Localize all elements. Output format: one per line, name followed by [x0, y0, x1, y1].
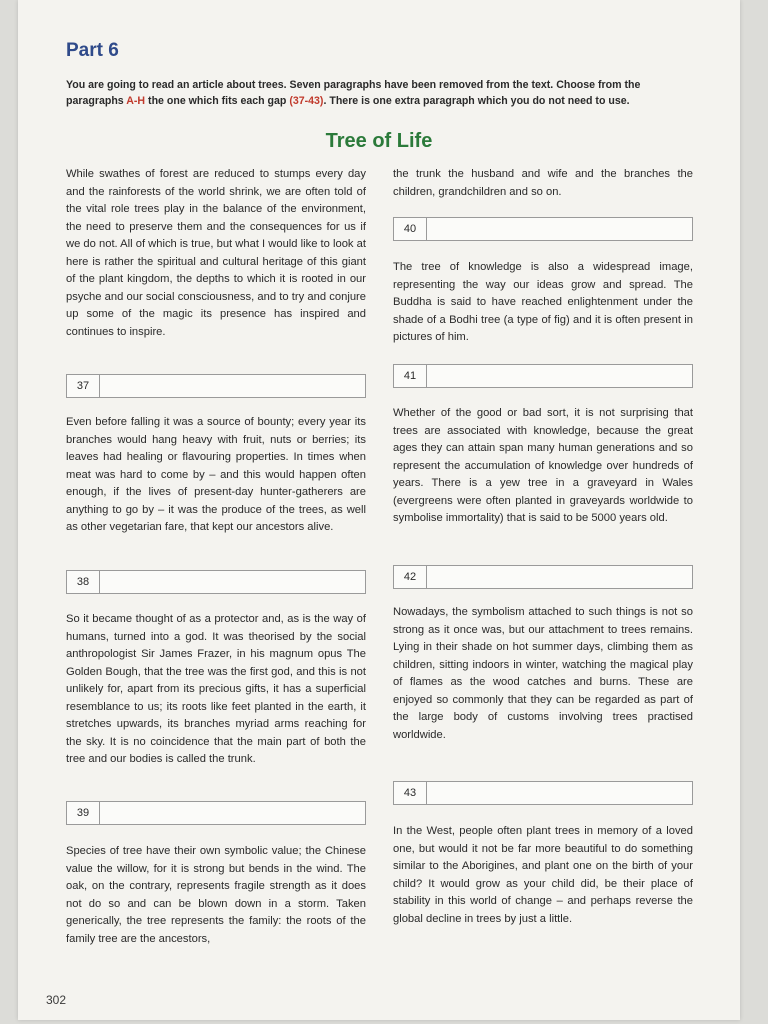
gap-number: 38	[67, 571, 100, 593]
paragraph-text: While swathes of forest are reduced to stumps every day and the rainforests of the world shrink, we are often told of the vital role trees play in the balance of the environment, the need to preserve them and the consequences for us if we do not. All of which is true, but what I would like to look at here is rather the spiritual and cultural heritage of this giant of the plant kingdom, the depths to which it is rooted in our psyche and our social consciousness, and to try and conjure up some of the magic its presence has inspired and continues to inspire.	[66, 168, 366, 338]
gap-number: 41	[394, 365, 427, 387]
paragraph-intro	[66, 166, 366, 341]
gap-box-37[interactable]	[66, 374, 366, 398]
page-number: 302	[46, 993, 67, 1007]
gap-number: 39	[67, 802, 100, 824]
part-title: Part 6	[66, 40, 119, 61]
paragraph-knowledge	[393, 259, 693, 347]
instructions-text-a: You are going to read an article about trees. Seven paragraphs have been removed from the text. Choose from the paragraphs	[66, 79, 641, 107]
paragraph-text: Nowadays, the symbolism attached to such things is not so strong as it once was, but our attachment to trees remains. Lying in their shade on hot summer days, climbing them as children, sitting indoors in winter, watching the magical play of flames as the wood catches and burns. These are enjoyed so commonly that they can be regarded as part of the large body of customs involving trees practised worldwide.	[393, 606, 693, 741]
instructions-text-c: . There is one extra paragraph which you do not need to use.	[323, 95, 630, 107]
paragraph-bounty	[66, 414, 366, 537]
paragraph-text: the trunk the husband and wife and the branches the children, grandchildren and so on.	[393, 168, 693, 198]
gap-box-38[interactable]	[66, 570, 366, 594]
gap-box-42[interactable]	[393, 565, 693, 589]
paragraph-nowadays	[393, 604, 693, 744]
paragraph-ages	[393, 405, 693, 528]
paragraph-family-continued	[393, 166, 693, 201]
paragraph-text: Even before falling it was a source of bounty; every year its branches would hang heavy with fruit, nuts or berries; its leaves had healing or flavouring properties. In times when meat was hard to come by – and this would happen often enough, if the lives of present-day hunter-gatherers are anything to go by – it was the produce of the trees, as well as other vegetarian fare, that kept our ancestors alive.	[66, 416, 366, 533]
gap-box-40[interactable]	[393, 217, 693, 241]
paragraph-text: Whether of the good or bad sort, it is not surprising that trees are associated with knowledge, because the great ages they can attain span many human generations and so represent the accumulation of knowledge over hundreds of years. There is a yew tree in a graveyard in Wales (evergreens were often planted in graveyards worldwide to symbolise immortality) that is said to be 5000 years old.	[393, 407, 693, 524]
article-title: Tree of Life	[325, 130, 433, 152]
page	[18, 0, 740, 1020]
gap-box-43[interactable]	[393, 781, 693, 805]
instructions-highlight-paragraphs: A-H	[126, 95, 146, 107]
paragraph-text: So it became thought of as a protector and, as is the way of humans, turned into a god. It was theorised by the social anthropologist Sir James Frazer, in his magnum opus The Golden Bough, that the tree was the first god, and this is not unlikely for, apart from its precious gifts, it has a superficial resemblance to us; its roots like feet planted in the earth, it stretches upwards, its branches myriad arms reaching for the sky. It is no coincidence that the main part of both the tree and our bodies is called the trunk.	[66, 613, 366, 765]
paragraph-species	[66, 843, 366, 948]
instructions-text-b: the one which fits each gap	[145, 95, 290, 107]
gap-number: 43	[394, 782, 427, 804]
instructions	[66, 77, 696, 109]
instructions-highlight-gaps: (37-43)	[289, 95, 324, 107]
gap-box-41[interactable]	[393, 364, 693, 388]
paragraph-protector	[66, 611, 366, 769]
gap-number: 40	[394, 218, 427, 240]
gap-number: 42	[394, 566, 427, 588]
paragraph-text: Species of tree have their own symbolic value; the Chinese value the willow, for it is strong but bends in the wind. The oak, on the contrary, represents fragile strength as it does not do so and can be blown down in a storm. Taken generically, the tree represents the family: the roots of the family tree are the ancestors,	[66, 845, 366, 945]
gap-box-39[interactable]	[66, 801, 366, 825]
gap-number: 37	[67, 375, 100, 397]
paragraph-text: The tree of knowledge is also a widespread image, representing the way our ideas grow and spread. The Buddha is said to have reached enlightenment under the shade of a Bodhi tree (a type of fig) and it is often present in pictures of him.	[393, 261, 693, 343]
paragraph-text: In the West, people often plant trees in memory of a loved one, but would it not be far more beautiful to do something similar to the Aborigines, and plant one on the birth of your child? It would grow as your child did, be their place of stability in this world of change – and perhaps reverse the global decline in trees by just a little.	[393, 825, 693, 925]
paragraph-memory	[393, 823, 693, 928]
